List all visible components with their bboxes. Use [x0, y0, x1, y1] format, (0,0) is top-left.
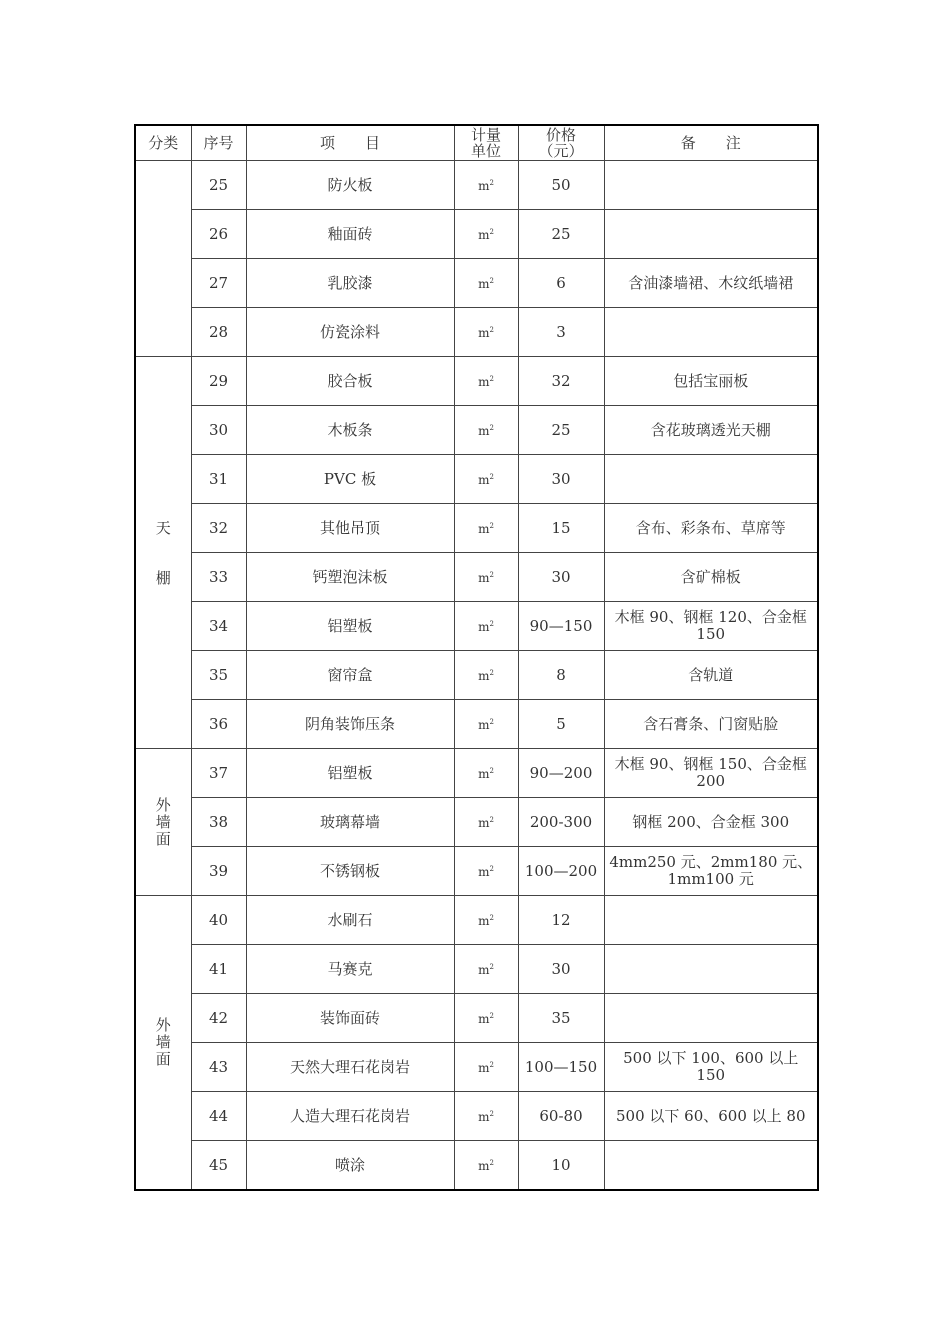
unit-exponent: 2 [489, 375, 494, 383]
price-cell: 12 [518, 896, 604, 945]
item-cell: 乳胶漆 [246, 259, 454, 308]
unit-exponent: 2 [489, 522, 494, 530]
unit-value [478, 1159, 494, 1173]
unit-exponent: 2 [489, 228, 494, 236]
unit-base: m [478, 571, 490, 585]
unit-cell [454, 847, 518, 896]
remark-cell [604, 945, 818, 994]
price-cell: 200-300 [518, 798, 604, 847]
unit-value [478, 571, 494, 585]
seq-cell: 32 [191, 504, 246, 553]
remark-cell: 500 以下 60、600 以上 80 [604, 1092, 818, 1141]
seq-cell: 34 [191, 602, 246, 651]
table-row [135, 749, 818, 798]
remark-cell: 含花玻璃透光天棚 [604, 406, 818, 455]
item-cell: 防火板 [246, 161, 454, 210]
item-cell: 木板条 [246, 406, 454, 455]
unit-value [478, 473, 494, 487]
unit-base: m [478, 179, 490, 193]
unit-base: m [478, 669, 490, 683]
unit-cell [454, 210, 518, 259]
unit-value [478, 816, 494, 830]
remark-cell: 4mm250 元、2mm180 元、1mm100 元 [604, 847, 818, 896]
unit-value [478, 718, 494, 732]
price-cell: 60-80 [518, 1092, 604, 1141]
unit-value [478, 963, 494, 977]
price-cell: 50 [518, 161, 604, 210]
header-unit-line1: 计量 [470, 125, 501, 144]
remark-cell [604, 896, 818, 945]
header-price-line2: （元） [538, 141, 584, 160]
remark-cell: 含轨道 [604, 651, 818, 700]
price-cell: 25 [518, 210, 604, 259]
table-row [135, 504, 818, 553]
header-remark: 备 注 [604, 125, 818, 161]
unit-exponent: 2 [489, 718, 494, 726]
category-label: 外 墙 面 [155, 795, 171, 848]
seq-cell: 30 [191, 406, 246, 455]
item-cell: 仿瓷涂料 [246, 308, 454, 357]
unit-cell [454, 700, 518, 749]
unit-base: m [478, 620, 490, 634]
unit-cell [454, 896, 518, 945]
unit-exponent: 2 [489, 1159, 494, 1167]
price-table [134, 124, 819, 1191]
header-category: 分类 [135, 125, 191, 161]
unit-value [478, 1061, 494, 1075]
remark-cell: 含油漆墙裙、木纹纸墙裙 [604, 259, 818, 308]
remark-cell: 含矿棉板 [604, 553, 818, 602]
seq-cell: 25 [191, 161, 246, 210]
unit-exponent: 2 [489, 424, 494, 432]
table-row [135, 651, 818, 700]
seq-cell: 45 [191, 1141, 246, 1191]
unit-exponent: 2 [489, 620, 494, 628]
unit-exponent: 2 [489, 326, 494, 334]
unit-value [478, 522, 494, 536]
seq-cell: 38 [191, 798, 246, 847]
category-cell [135, 357, 191, 749]
item-cell: 玻璃幕墙 [246, 798, 454, 847]
unit-exponent: 2 [489, 767, 494, 775]
category-cell [135, 896, 191, 1191]
item-cell: 窗帘盒 [246, 651, 454, 700]
category-cell [135, 161, 191, 357]
unit-base: m [478, 326, 490, 340]
price-cell: 8 [518, 651, 604, 700]
unit-value [478, 424, 494, 438]
seq-cell: 28 [191, 308, 246, 357]
seq-cell: 40 [191, 896, 246, 945]
item-cell: 其他吊顶 [246, 504, 454, 553]
unit-cell [454, 798, 518, 847]
unit-exponent: 2 [489, 473, 494, 481]
item-cell: 釉面砖 [246, 210, 454, 259]
table-row [135, 406, 818, 455]
unit-base: m [478, 1012, 490, 1026]
table-row [135, 210, 818, 259]
table-row [135, 847, 818, 896]
remark-cell [604, 210, 818, 259]
unit-exponent: 2 [489, 669, 494, 677]
unit-cell [454, 994, 518, 1043]
unit-cell [454, 553, 518, 602]
unit-cell [454, 1043, 518, 1092]
item-cell: 阴角装饰压条 [246, 700, 454, 749]
unit-cell [454, 749, 518, 798]
item-cell: 人造大理石花岗岩 [246, 1092, 454, 1141]
unit-exponent: 2 [489, 816, 494, 824]
unit-exponent: 2 [489, 571, 494, 579]
unit-exponent: 2 [489, 914, 494, 922]
table-row [135, 1092, 818, 1141]
item-cell: 天然大理石花岗岩 [246, 1043, 454, 1092]
price-cell: 6 [518, 259, 604, 308]
item-cell: 装饰面砖 [246, 994, 454, 1043]
unit-cell [454, 455, 518, 504]
item-cell: PVC 板 [246, 455, 454, 504]
seq-cell: 27 [191, 259, 246, 308]
unit-cell [454, 1141, 518, 1191]
table-row [135, 455, 818, 504]
table-row [135, 308, 818, 357]
item-cell: 不锈钢板 [246, 847, 454, 896]
table-row [135, 945, 818, 994]
price-cell: 90—150 [518, 602, 604, 651]
price-cell: 30 [518, 553, 604, 602]
seq-cell: 26 [191, 210, 246, 259]
item-cell: 钙塑泡沫板 [246, 553, 454, 602]
price-cell: 30 [518, 945, 604, 994]
table-row [135, 700, 818, 749]
unit-value [478, 669, 494, 683]
remark-cell [604, 161, 818, 210]
seq-cell: 29 [191, 357, 246, 406]
remark-cell: 钢框 200、合金框 300 [604, 798, 818, 847]
unit-value [478, 620, 494, 634]
item-cell: 喷涂 [246, 1141, 454, 1191]
unit-value [478, 179, 494, 193]
price-cell: 32 [518, 357, 604, 406]
item-cell: 铝塑板 [246, 749, 454, 798]
price-cell: 30 [518, 455, 604, 504]
unit-exponent: 2 [489, 1110, 494, 1118]
seq-cell: 39 [191, 847, 246, 896]
unit-base: m [478, 424, 490, 438]
unit-base: m [478, 816, 490, 830]
unit-exponent: 2 [489, 277, 494, 285]
item-cell: 胶合板 [246, 357, 454, 406]
unit-base: m [478, 473, 490, 487]
table-row [135, 357, 818, 406]
unit-cell [454, 308, 518, 357]
item-cell: 马赛克 [246, 945, 454, 994]
header-price-line1: 价格 [545, 125, 576, 144]
unit-cell [454, 651, 518, 700]
price-cell: 100—200 [518, 847, 604, 896]
category-cell [135, 749, 191, 896]
unit-cell [454, 1092, 518, 1141]
remark-cell: 包括宝丽板 [604, 357, 818, 406]
price-cell: 100—150 [518, 1043, 604, 1092]
table-row [135, 553, 818, 602]
seq-cell: 43 [191, 1043, 246, 1092]
unit-base: m [478, 865, 490, 879]
unit-exponent: 2 [489, 963, 494, 971]
seq-cell: 37 [191, 749, 246, 798]
seq-cell: 31 [191, 455, 246, 504]
header-seq: 序号 [191, 125, 246, 161]
category-label: 天 棚 [155, 518, 171, 587]
unit-base: m [478, 1110, 490, 1124]
unit-value [478, 865, 494, 879]
unit-cell [454, 161, 518, 210]
seq-cell: 41 [191, 945, 246, 994]
unit-base: m [478, 767, 490, 781]
remark-cell: 500 以下 100、600 以上 150 [604, 1043, 818, 1092]
remark-cell [604, 455, 818, 504]
seq-cell: 44 [191, 1092, 246, 1141]
unit-base: m [478, 914, 490, 928]
table-row [135, 1043, 818, 1092]
remark-cell: 含石膏条、门窗贴脸 [604, 700, 818, 749]
seq-cell: 33 [191, 553, 246, 602]
price-cell: 5 [518, 700, 604, 749]
seq-cell: 36 [191, 700, 246, 749]
unit-cell [454, 357, 518, 406]
header-item: 项 目 [246, 125, 454, 161]
unit-exponent: 2 [489, 1061, 494, 1069]
unit-base: m [478, 228, 490, 242]
price-cell: 10 [518, 1141, 604, 1191]
unit-base: m [478, 718, 490, 732]
table-row [135, 259, 818, 308]
table-row [135, 798, 818, 847]
header-price [518, 125, 604, 161]
unit-cell [454, 945, 518, 994]
table-row [135, 602, 818, 651]
unit-value [478, 767, 494, 781]
unit-base: m [478, 963, 490, 977]
header-unit [454, 125, 518, 161]
unit-cell [454, 259, 518, 308]
price-cell: 90—200 [518, 749, 604, 798]
table-row [135, 896, 818, 945]
unit-exponent: 2 [489, 179, 494, 187]
seq-cell: 42 [191, 994, 246, 1043]
price-cell: 3 [518, 308, 604, 357]
unit-cell [454, 406, 518, 455]
remark-cell [604, 308, 818, 357]
remark-cell [604, 1141, 818, 1191]
price-cell: 35 [518, 994, 604, 1043]
header-unit-line2: 单位 [470, 141, 501, 160]
unit-value [478, 228, 494, 242]
table-row [135, 994, 818, 1043]
unit-value [478, 375, 494, 389]
remark-cell [604, 994, 818, 1043]
item-cell: 水刷石 [246, 896, 454, 945]
table-row [135, 1141, 818, 1191]
unit-base: m [478, 1061, 490, 1075]
header-row [135, 125, 818, 161]
item-cell: 铝塑板 [246, 602, 454, 651]
unit-cell [454, 504, 518, 553]
unit-value [478, 326, 494, 340]
unit-exponent: 2 [489, 1012, 494, 1020]
unit-base: m [478, 522, 490, 536]
unit-base: m [478, 1159, 490, 1173]
remark-cell: 木框 90、钢框 150、合金框 200 [604, 749, 818, 798]
unit-exponent: 2 [489, 865, 494, 873]
unit-base: m [478, 375, 490, 389]
table-body [135, 161, 818, 1191]
unit-value [478, 1012, 494, 1026]
table-row [135, 161, 818, 210]
seq-cell: 35 [191, 651, 246, 700]
price-cell: 15 [518, 504, 604, 553]
unit-value [478, 914, 494, 928]
price-cell: 25 [518, 406, 604, 455]
unit-value [478, 1110, 494, 1124]
remark-cell: 木框 90、钢框 120、合金框 150 [604, 602, 818, 651]
category-label: 外 墙 面 [155, 1016, 171, 1068]
unit-base: m [478, 277, 490, 291]
remark-cell: 含布、彩条布、草席等 [604, 504, 818, 553]
unit-value [478, 277, 494, 291]
unit-cell [454, 602, 518, 651]
